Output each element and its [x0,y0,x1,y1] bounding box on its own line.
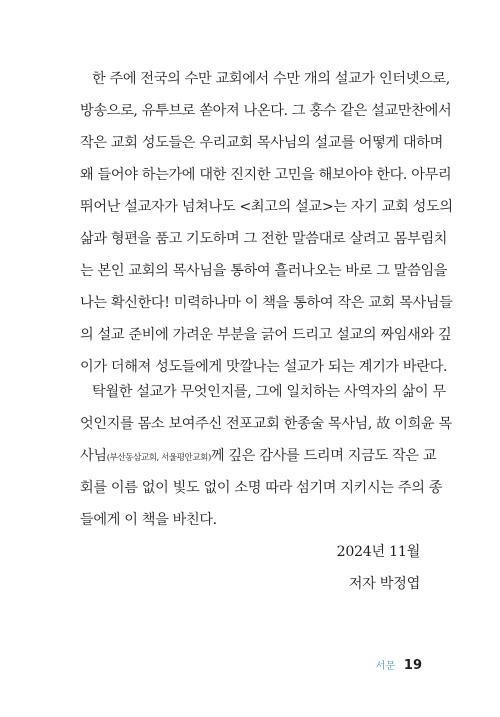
text-line: 한 주에 전국의 수만 교회에서 수만 개의 설교가 인터넷으로, [92,71,450,87]
text-line: 는 본인 교회의 목사님을 통하여 흘러나오는 바로 그 말씀임을 [80,263,448,279]
text-line: 방송으로, 유투브로 쏟아져 나온다. 그 홍수 같은 설교만찬에서 [80,103,452,119]
text-line: 회를 이름 없이 빛도 없이 소명 따라 섬기며 지키시는 주의 종 [80,480,443,496]
page-footer [376,654,422,673]
church-note: (부산동삼교회, 서울평안교회) [106,453,211,463]
text-line: 작은 교회 성도들은 우리교회 목사님의 설교를 어떻게 대하며 [80,135,443,151]
page-number: 19 [403,658,422,673]
text-line: 왜 들어야 하는가에 대한 진지한 고민을 해보아야 한다. 아무리 [80,167,452,183]
author-line: 저자 박정엽 [348,576,420,592]
text-span: 께 깊은 감사를 드리며 지금도 작은 교 [210,448,437,464]
text-line: 뛰어난 설교자가 넘쳐나도 <최고의 설교>는 자기 교회 성도의 [80,199,453,215]
text-line: 탁월한 설교가 무엇인지를, 그에 일치하는 사역자의 삶이 무 [92,384,446,400]
text-line: 의 설교 준비에 가려운 부분을 긁어 드리고 설교의 짜임새와 깊 [80,327,452,343]
text-line: 나는 확신한다! 미력하나마 이 책을 통하여 작은 교회 목사님들 [80,295,453,311]
text-line: 이가 더해져 성도들에게 맛깔나는 설교가 되는 계기가 바란다. [80,359,448,375]
date-line: 2024년 11월 [336,544,420,560]
text-line: 들에게 이 책을 바친다. [80,512,217,528]
text-line [80,446,437,466]
text-span: 사님 [80,448,107,464]
text-line: 엇인지를 몸소 보여주신 전포교회 한종술 목사님, 故 이희윤 목 [80,416,452,432]
text-line: 삶과 형편을 품고 기도하며 그 전한 말씀대로 살려고 몸부림치 [80,231,448,247]
section-label: 서문 [375,661,396,672]
